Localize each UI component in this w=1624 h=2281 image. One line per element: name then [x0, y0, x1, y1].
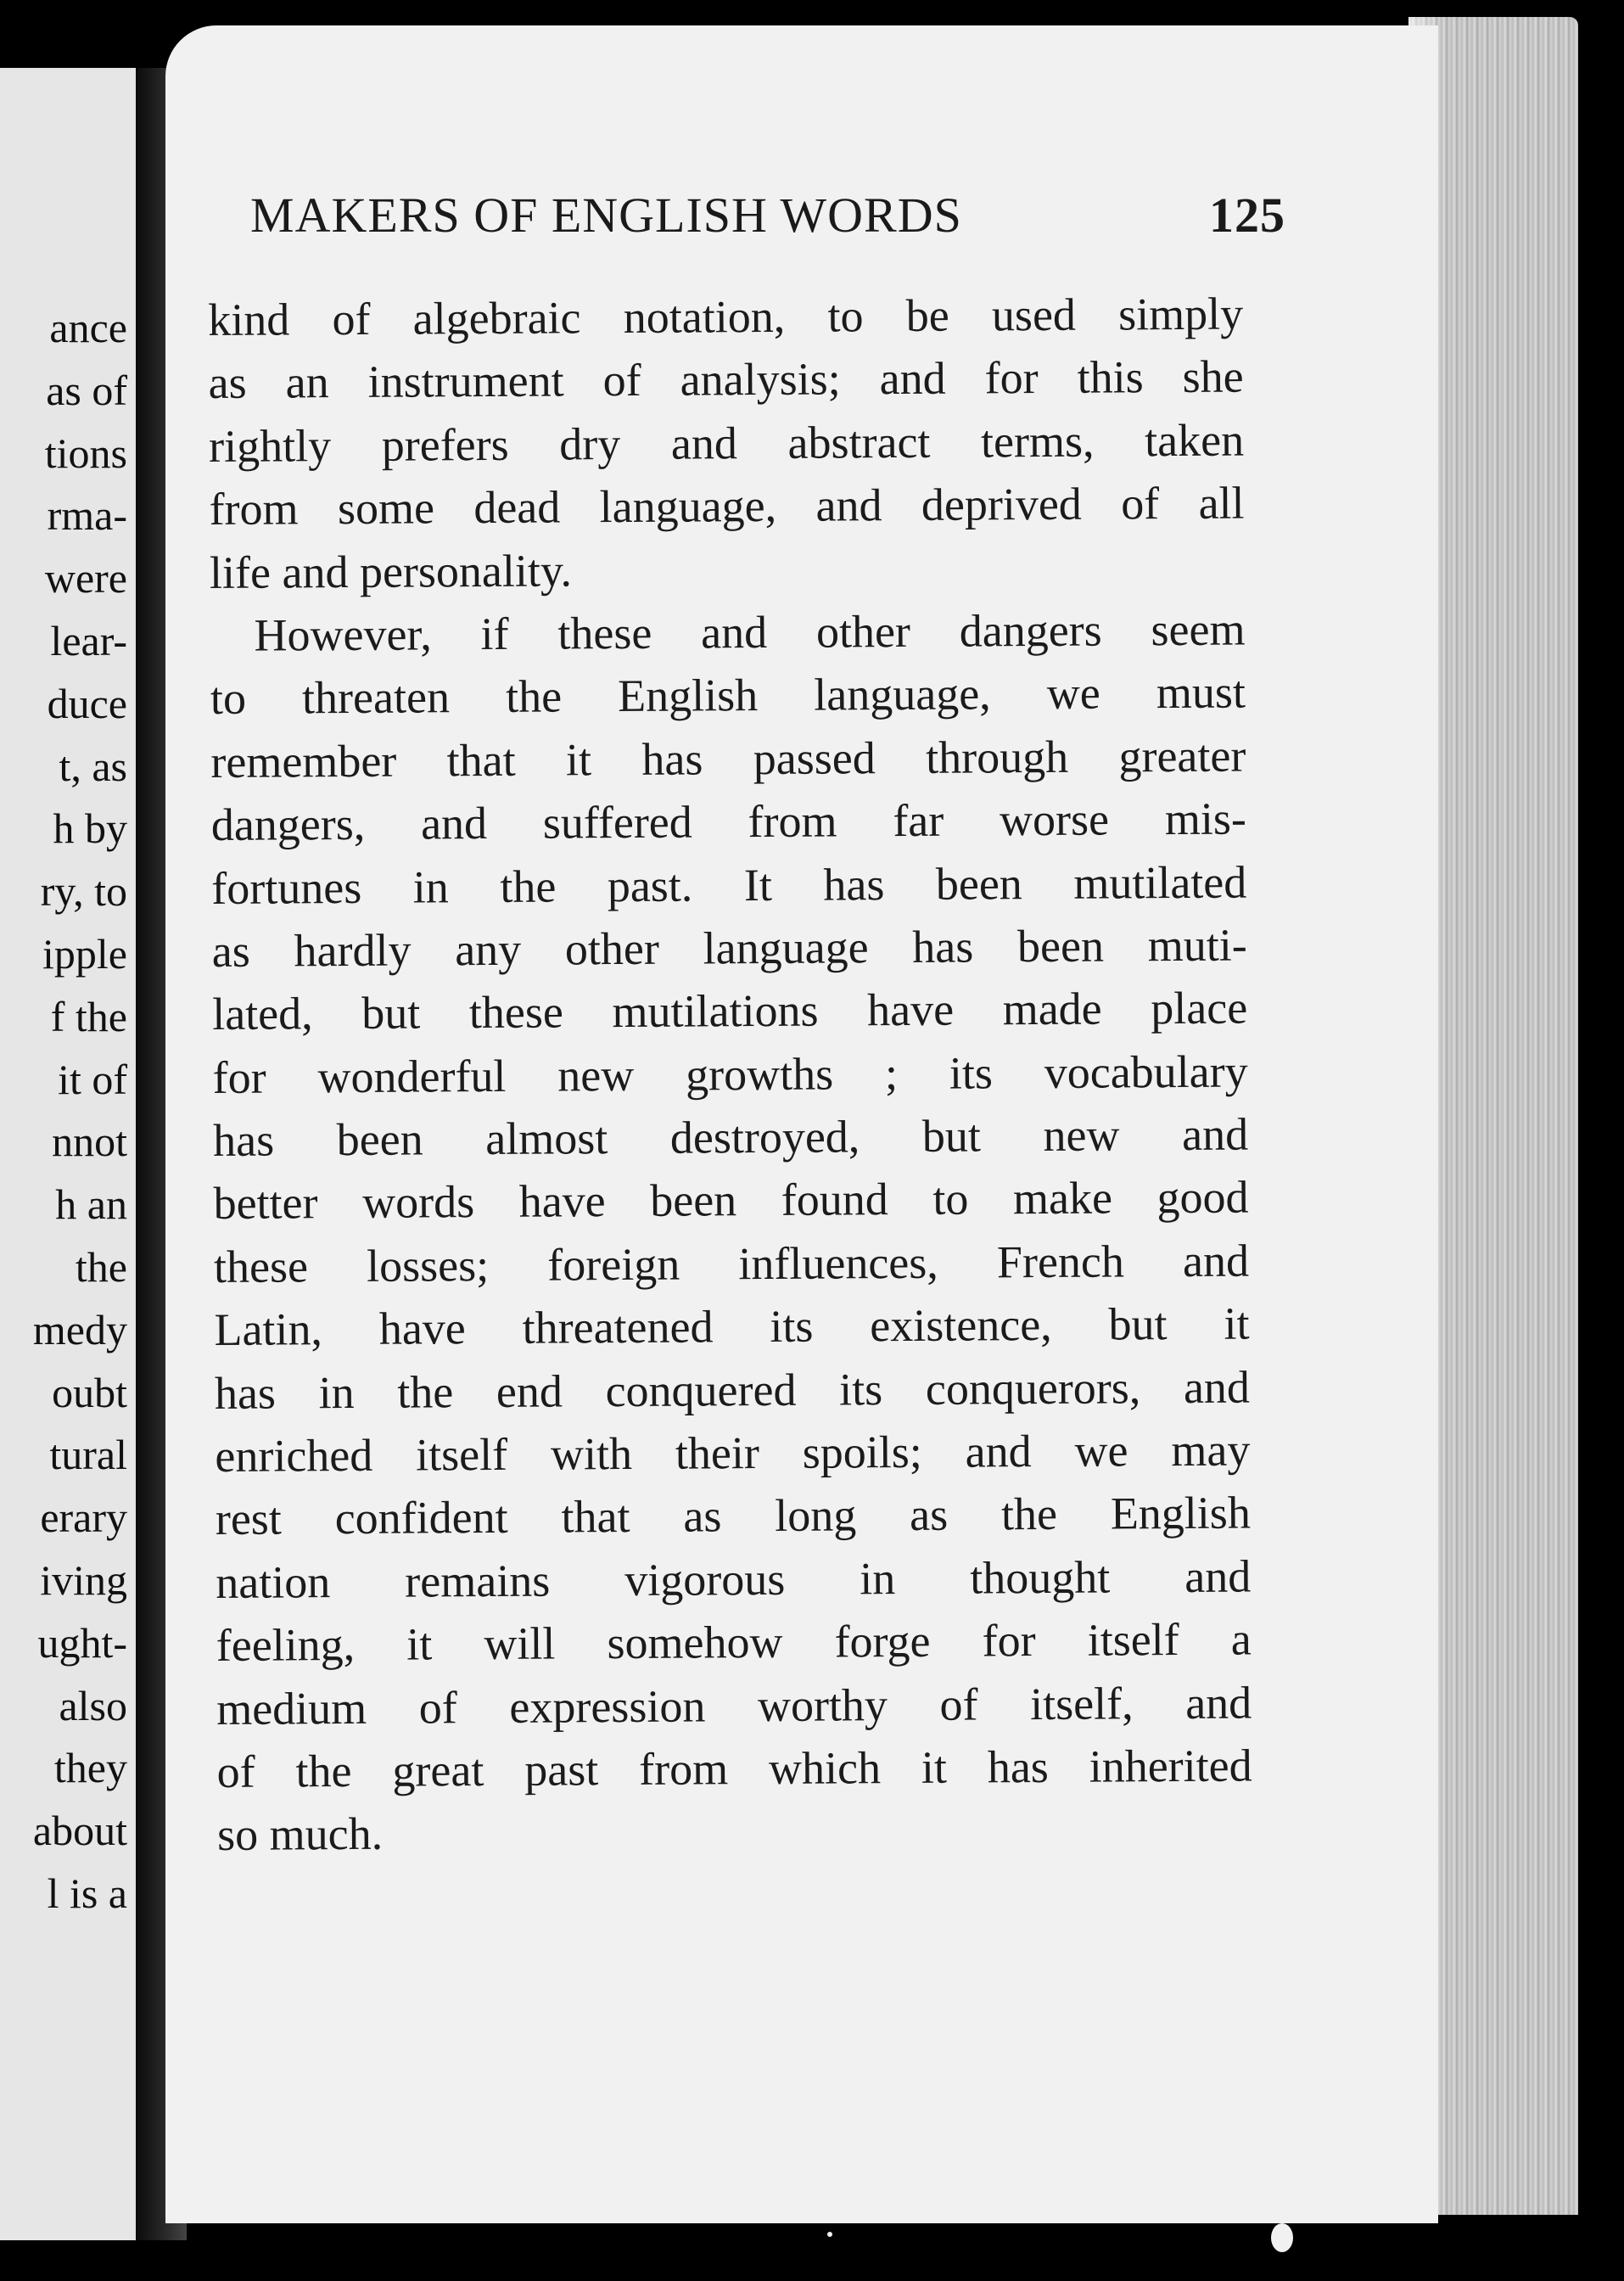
- text-line: from some dead language, and deprived of all: [209, 477, 1245, 535]
- text-line: life and personality.: [209, 544, 573, 598]
- text-line: dangers, and suffered from far worse mis-: [210, 793, 1247, 851]
- previous-page-line: t, as: [59, 742, 127, 790]
- body-text: [208, 283, 1252, 1867]
- text-line: of the great past from which it has inherited: [216, 1740, 1252, 1797]
- text-line: However, if these and other dangers seem: [254, 603, 1246, 661]
- previous-page-line: ipple: [42, 929, 127, 978]
- text-line: Latin, have threatened its existence, but it: [214, 1297, 1250, 1356]
- previous-page-line: the: [75, 1242, 127, 1291]
- text-line: for wonderful new growths ; its vocabulary: [212, 1045, 1248, 1103]
- book-page: [165, 25, 1438, 2223]
- text-line: rightly prefers dry and abstract terms, taken: [208, 414, 1245, 472]
- previous-page-line: iving: [40, 1555, 127, 1604]
- previous-page-line: rma-: [47, 491, 127, 540]
- previous-page-line: lear-: [50, 616, 127, 664]
- page-header: [250, 187, 1285, 263]
- previous-page-line: they: [53, 1744, 127, 1792]
- text-line: so much.: [216, 1808, 384, 1861]
- previous-page-line: ught-: [37, 1618, 127, 1667]
- previous-page-line: ance: [49, 304, 127, 351]
- page-number: 125: [1209, 188, 1285, 243]
- text-line: medium of expression worthy of itself, and: [216, 1677, 1252, 1735]
- text-line: fortunes in the past. It has been mutilated: [211, 856, 1247, 914]
- previous-page-fragment: [0, 68, 144, 2240]
- text-line: remember that it has passed through greater: [210, 730, 1246, 787]
- text-line: to threaten the English language, we must: [210, 666, 1246, 725]
- previous-page-line: h an: [55, 1180, 127, 1229]
- text-line: has in the end conquered its conquerors, and: [214, 1361, 1251, 1419]
- previous-page-line: l is a: [47, 1869, 127, 1917]
- text-line: has been almost destroyed, but new and: [212, 1108, 1249, 1167]
- scan-speck: [1271, 2223, 1293, 2252]
- previous-page-text: [33, 297, 127, 1925]
- text-line: feeling, it will somehow forge for itself a: [216, 1613, 1252, 1672]
- previous-page-line: duce: [47, 679, 127, 727]
- previous-page-line: tions: [44, 429, 127, 477]
- previous-page-line: tural: [49, 1431, 127, 1479]
- text-line: as an instrument of analysis; and for this she: [208, 350, 1244, 409]
- previous-page-line: ry, to: [40, 867, 127, 916]
- previous-page-line: nnot: [52, 1118, 127, 1166]
- previous-page-line: about: [32, 1807, 127, 1855]
- previous-page-line: were: [44, 554, 127, 602]
- text-line: kind of algebraic notation, to be used simply: [208, 288, 1244, 345]
- text-line: as hardly any other language has been muti-: [211, 919, 1247, 977]
- text-line: nation remains vigorous in thought and: [216, 1550, 1252, 1608]
- previous-page-line: also: [59, 1681, 127, 1729]
- scan-speck: [827, 2232, 832, 2237]
- previous-page-line: oubt: [52, 1368, 127, 1416]
- previous-page-line: it of: [58, 1055, 127, 1103]
- previous-page-line: h by: [53, 804, 127, 853]
- running-head: MAKERS OF ENGLISH WORDS: [250, 188, 962, 243]
- text-line: these losses; foreign influences, French and: [213, 1235, 1250, 1292]
- previous-page-line: as of: [46, 366, 127, 414]
- text-line: enriched itself with their spoils; and we may: [215, 1424, 1251, 1482]
- previous-page-line: medy: [32, 1305, 127, 1353]
- previous-page-line: f the: [50, 992, 127, 1040]
- previous-page-line: erary: [40, 1494, 127, 1542]
- text-line: better words have been found to make good: [213, 1171, 1249, 1230]
- text-line: rest confident that as long as the English: [215, 1487, 1252, 1545]
- text-line: lated, but these mutilations have made place: [212, 982, 1248, 1040]
